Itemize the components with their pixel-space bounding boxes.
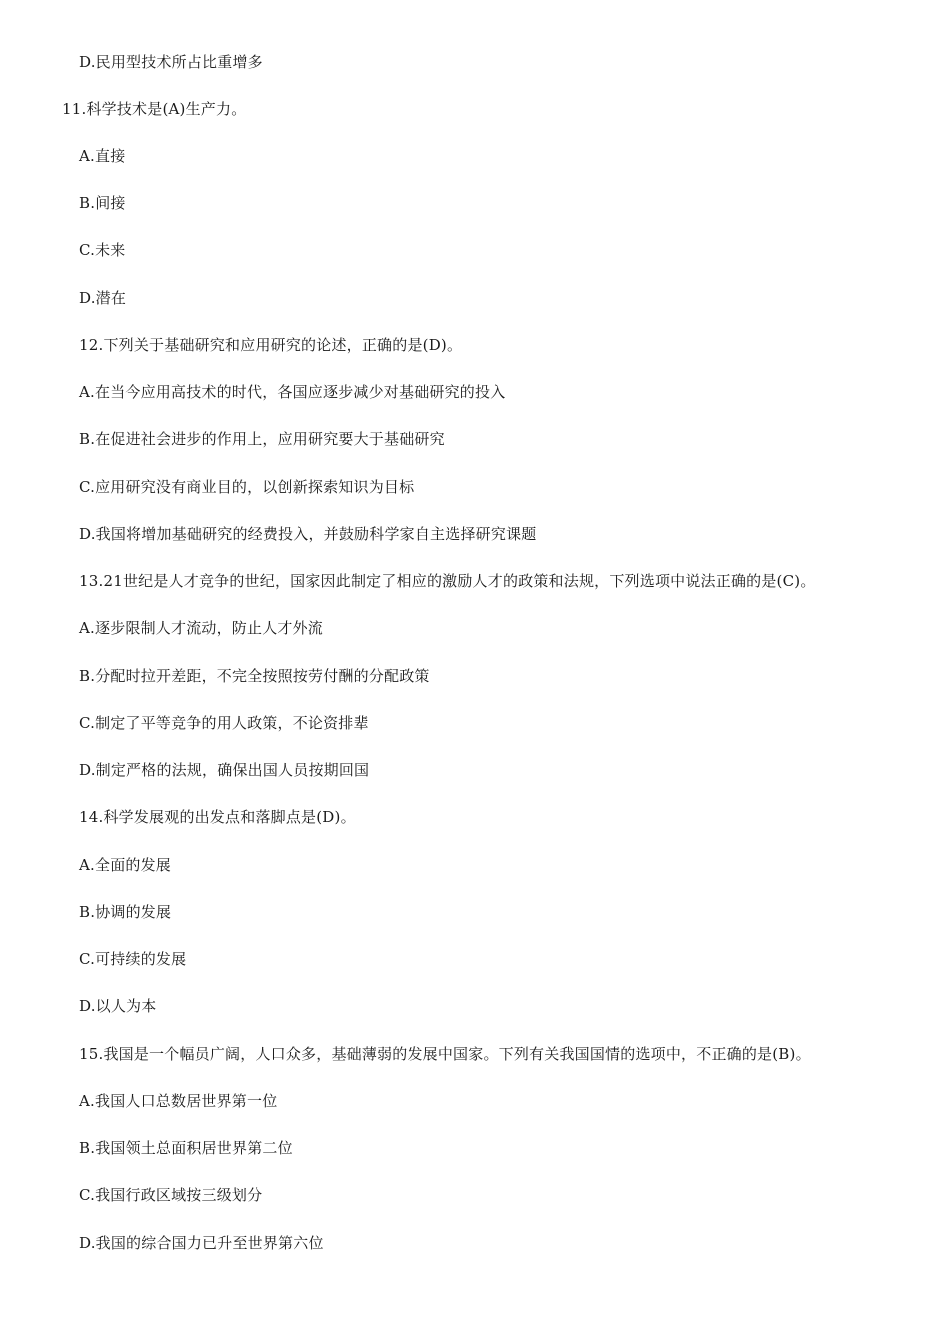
option-a-q12: A.在当今应用高技术的时代，各国应逐步减少对基础研究的投入 xyxy=(79,383,506,401)
option-a-q15: A.我国人口总数居世界第一位 xyxy=(79,1092,278,1110)
question-11: 11.科学技术是(A)生产力。 xyxy=(62,100,247,118)
option-c-q12: C.应用研究没有商业目的，以创新探索知识为目标 xyxy=(79,478,415,496)
option-c-q11: C.未来 xyxy=(79,241,126,259)
question-13: 13.21世纪是人才竞争的世纪，国家因此制定了相应的激励人才的政策和法规，下列选项中说法正确的是(C)。 xyxy=(79,572,816,590)
question-14: 14.科学发展观的出发点和落脚点是(D)。 xyxy=(79,808,356,826)
option-a-q11: A.直接 xyxy=(79,147,126,165)
option-d-q12: D.我国将增加基础研究的经费投入，并鼓励科学家自主选择研究课题 xyxy=(79,525,537,543)
option-c-q13: C.制定了平等竞争的用人政策，不论资排辈 xyxy=(79,714,369,732)
option-a-q13: A.逐步限制人才流动，防止人才外流 xyxy=(79,619,324,637)
option-b-q14: B.协调的发展 xyxy=(79,903,172,921)
option-c-q15: C.我国行政区域按三级划分 xyxy=(79,1186,263,1204)
option-d-q13: D.制定严格的法规，确保出国人员按期回国 xyxy=(79,761,370,779)
option-b-q15: B.我国领土总面积居世界第二位 xyxy=(79,1139,293,1157)
question-12: 12.下列关于基础研究和应用研究的论述，正确的是(D)。 xyxy=(79,336,463,354)
option-c-q14: C.可持续的发展 xyxy=(79,950,187,968)
option-d-q15: D.我国的综合国力已升至世界第六位 xyxy=(79,1234,324,1252)
option-d-q10: D.民用型技术所占比重增多 xyxy=(79,53,263,71)
option-b-q11: B.间接 xyxy=(79,194,126,212)
question-15: 15.我国是一个幅员广阔，人口众多，基础薄弱的发展中国家。下列有关我国国情的选项中，不正确的是(B)。 xyxy=(79,1045,811,1063)
option-a-q14: A.全面的发展 xyxy=(79,856,172,874)
option-d-q11: D.潜在 xyxy=(79,289,127,307)
option-d-q14: D.以人为本 xyxy=(79,997,157,1015)
option-b-q12: B.在促进社会进步的作用上，应用研究要大于基础研究 xyxy=(79,430,445,448)
option-b-q13: B.分配时拉开差距，不完全按照按劳付酬的分配政策 xyxy=(79,667,430,685)
